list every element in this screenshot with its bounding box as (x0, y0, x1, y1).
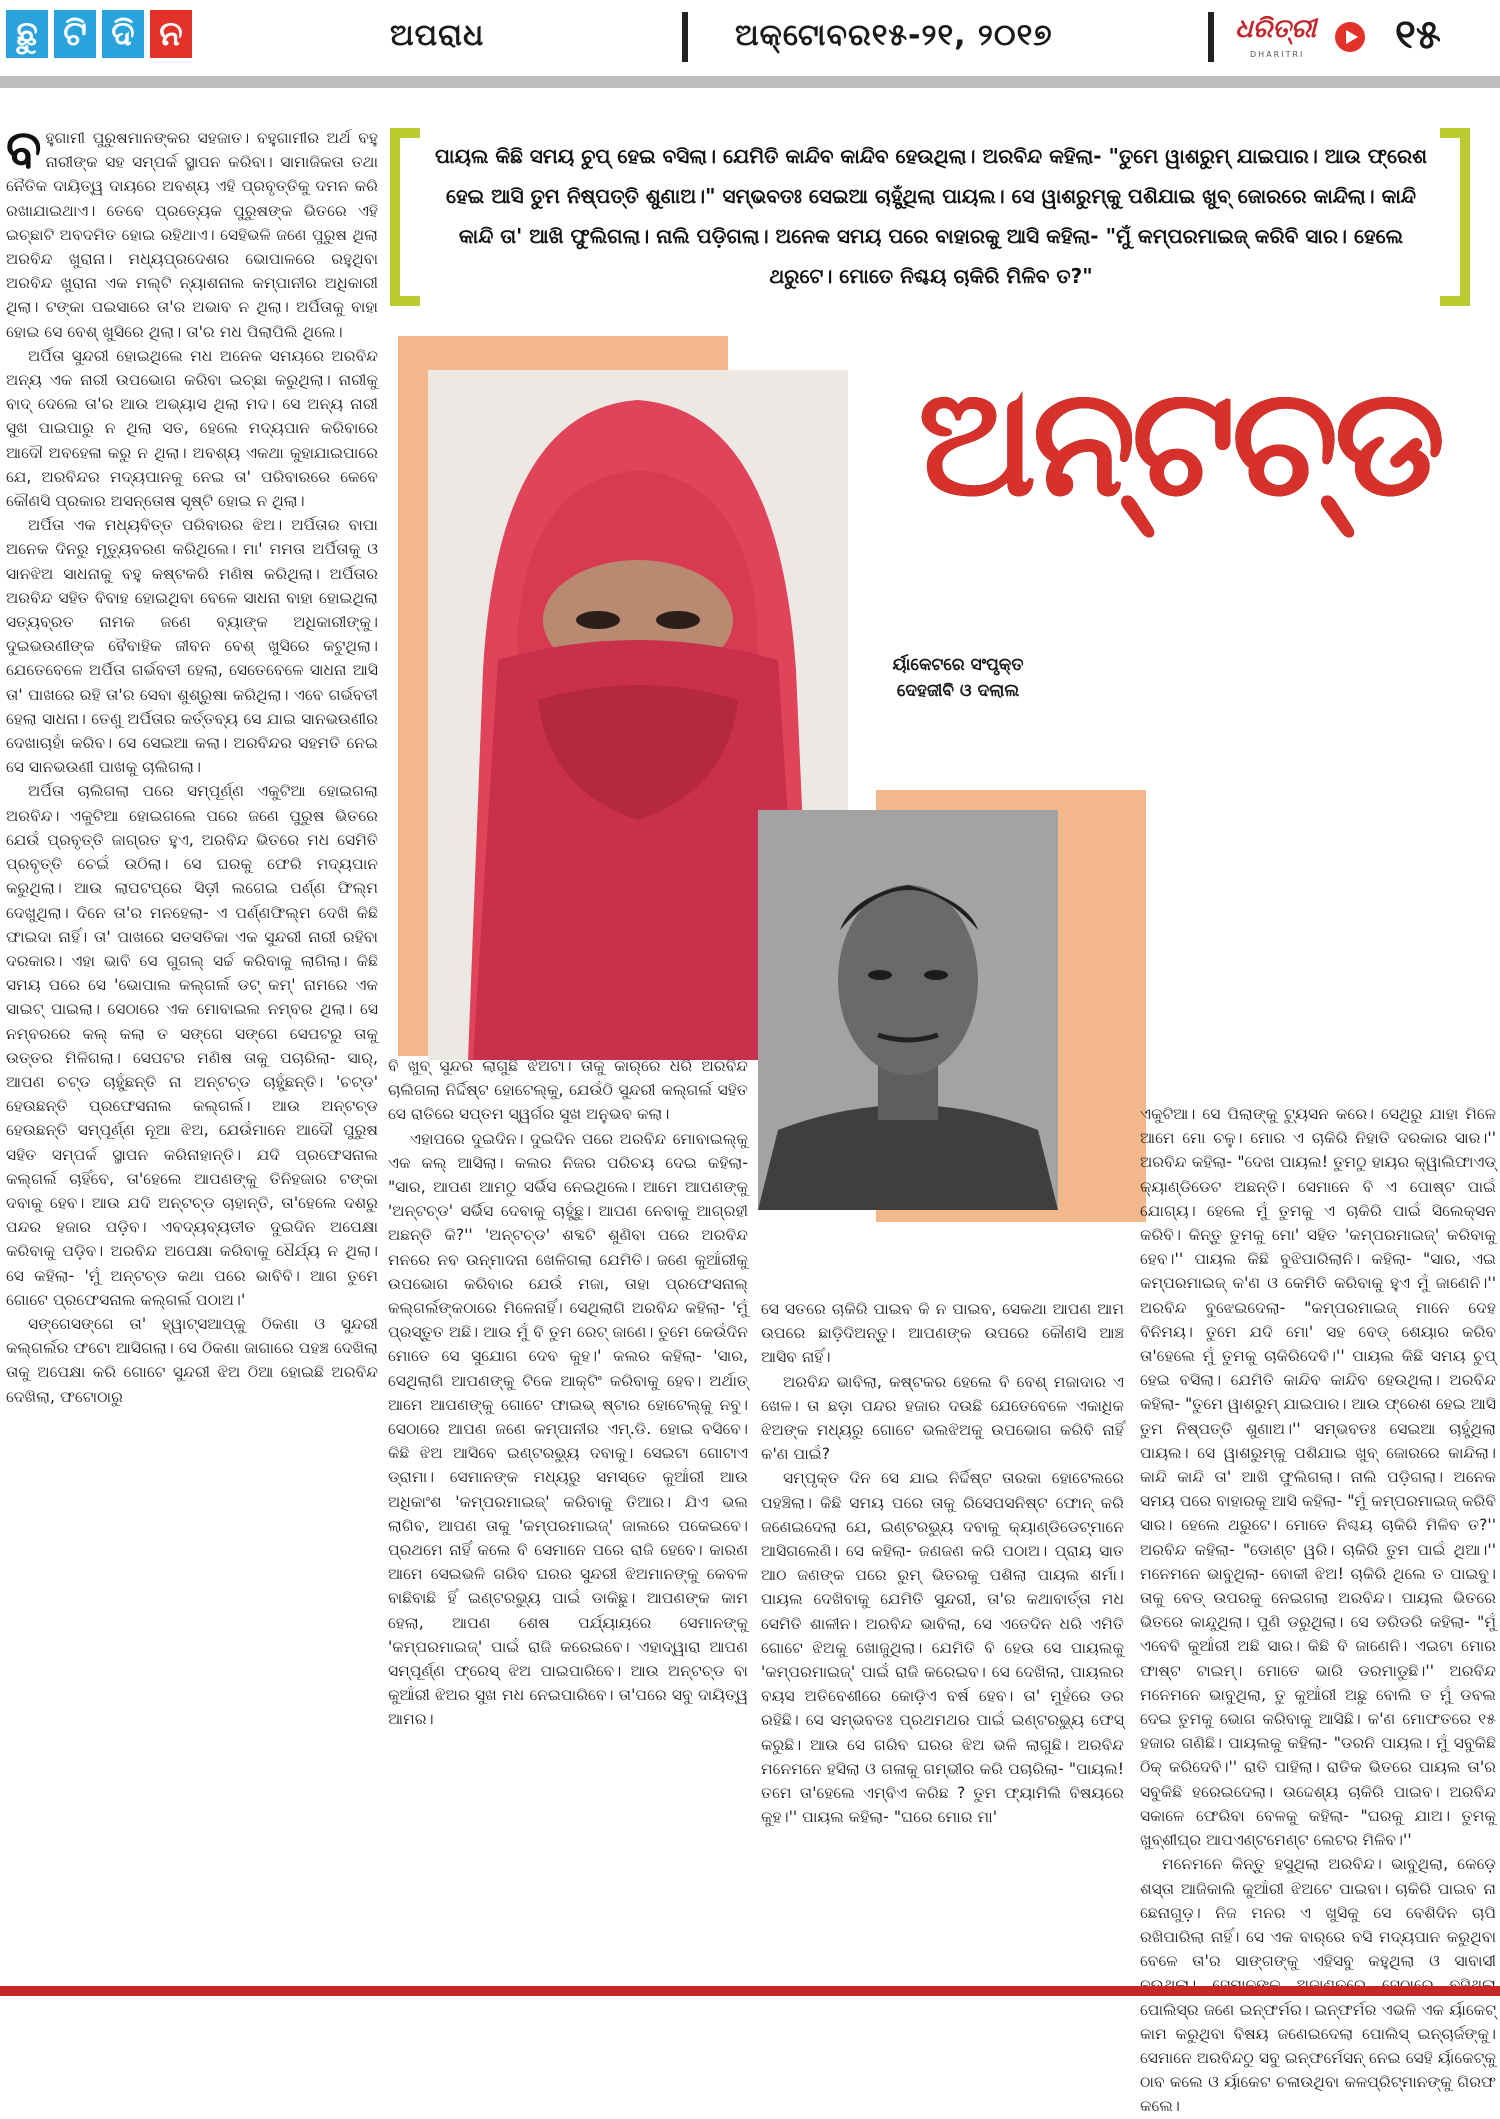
article-paragraph: ଅର୍ପିତା ଚାଲିଗଲା ପରେ ସମ୍ପୂର୍ଣ୍ଣ ଏକୁଟିଆ ହୋଇଗଲା ଅରବିନ୍ଦ। ଏକୁଟିଆ ହୋଇଗଲେ ପରେ ଜଣେ ପୁରୁଷ ଭିତରେ ଯେଉଁ ପ୍ରବୃତ୍ତି ଜାଗ୍ରତ ହୁଏ, ଅରବିନ୍ଦ ଭିତରେ ମଧ ସେମିତି ପ୍ରବୃତ୍ତି ଚେଇଁ ଉଠିଲା। ସେ ଘରକୁ ଫେରି ମଦ୍ୟପାନ କରୁଥିଲା। ଆଉ ଲାପଟପ୍‌ରେ ସିଡ଼ୀ ଲଗେଇ ପର୍ଣ୍ଣ ଫିଲ୍ମ ଦେଖୁଥିଲା। ଦିନେ ତା'ର ମନହେଲା- ଏ ପର୍ଣ୍ଣଫିଲ୍ମ ଦେଖି କିଛି ଫାଇଦା ନାହିଁ। ତା' ପାଖରେ ସତସତିକା ଏକ ସୁନ୍ଦରୀ ନାରୀ ରହିବା ଦରକାର। ଏହା ଭାବି ସେ ଗୁଗଲ୍ ସର୍ଚ୍ଚ କରିବାକୁ ଲାଗିଲା। କିଛି ସମୟ ପରେ ସେ 'ଭୋପାଲ କଲ୍‌ଗର୍ଲ ଡଟ୍ କମ୍' ନାମରେ ଏକ ସାଇଟ୍ ପାଇଲା। ସେଠାରେ ଏକ ମୋବାଇଲ ନମ୍ବର ଥିଲା। ସେ ନମ୍ବରରେ କଲ୍ କଲା ତ ସଙ୍ଗେ ସଙ୍ଗେ ସେପଟରୁ ତାକୁ ଉତ୍ତର ମିଳିଗଲା। ସେପଟର ମଣିଷ ତାକୁ ପଚାରିଲା- ସାର୍, ଆପଣ ଚଟ୍ଡ ଚାହୁଁଛନ୍ତି ନା ଅନ୍‌ଟଚ୍‌ଡ ଚାହୁଁଛନ୍ତି। 'ଚଟ୍ଡ' ହେଉଛନ୍ତି ପ୍ରଫେସନାଲ କଲ୍‌ଗର୍ଲ। ଆଉ ଅନ୍‌ଟଚ୍‌ଡ ହେଉଛନ୍ତି ସମ୍ପୂର୍ଣ୍ଣ ନୂଆ ଝିଅ, ଯେଉଁମାନେ ଆଦୌ ପୁରୁଷ ସହିତ ସମ୍ପର୍କ ସ୍ଥାପନ କରିନାହାନ୍ତି। ଯଦି ପ୍ରଫେସନାଲ କଲ୍‌ଗର୍ଲ ଚାହିଁବେ, ତା'ହେଲେ ଆପଣଙ୍କୁ ତିନିହଜାର ଟଙ୍କା ଦବାକୁ ହେବ। ଆଉ ଯଦି ଅନ୍‌ଟଚ୍‌ଡ ଚାହାନ୍ତି, ତା'ହେଲେ ଦଶରୁ ପନ୍ଦର ହଜାର ପଡ଼ିବ। ଏବଦ୍ୟବ୍ୟତୀତ ଦୁଇଦିନ ଅପେକ୍ଷା କରିବାକୁ ପଡ଼ିବ। ଅରବିନ୍ଦ ଅପେକ୍ଷା କରିବାକୁ ଧୈର୍ଯ୍ୟ ନ ଥିଲା। ସେ କହିଲା- 'ମୁଁ ଅନ୍‌ଟଚ୍‌ଡ କଥା ପରେ ଭାବିବି। ଆଗ ତୁମେ ଗୋଟେ ପ୍ରଫେସନାଲ କଲ୍‌ଗର୍ଲ ପଠାଅ।' (6, 782, 378, 1309)
play-icon (1335, 22, 1365, 52)
man-portrait-illustration (758, 810, 1058, 1210)
article-paragraph: ବହୁଗାମୀ ପୁରୁଷମାନଙ୍କର ସହଜାତ। ବହୁଗାମୀର ଅର୍ଥ ବହୁ ନାରୀଙ୍କ ସହ ସମ୍ପର୍କ ସ୍ଥାପନ କରିବା। ସାମାଜିକତା ତଥା ନୈତିକ ଦାୟିତ୍ୱ ଦାୟରେ ଅବଶ୍ୟ ଏହି ପ୍ରବୃତ୍ତିକୁ ଦମନ କରି ରଖାଯାଇଥାଏ। ତେବେ ପ୍ରତ୍ୟେକ ପୁରୁଷଙ୍କ ଭିତରେ ଏହି ଇଚ୍ଛାଟି ଅବଦମିତ ହୋଇ ରହିଥାଏ। ସେହିଭଳି ଜଣେ ପୁରୁଷ ଥିଲା ଅରବିନ୍ଦ ଖୁରାନା। ମଧ୍ୟପ୍ରଦେଶର ଭୋପାଳରେ ରହୁଥିବା ଅରବିନ୍ଦ ଖୁରାନା ଏକ ମଲ୍ଟି ନ୍ୟାଶନାଲ କମ୍ପାନୀର ଅଧିକାରୀ ଥିଲା। ଟଙ୍କା ପଇସାରେ ତା'ର ଅଭାବ ନ ଥିଲା। ଅର୍ପିତାକୁ ବାହା ହୋଇ ସେ ବେଶ୍ ଖୁସିରେ ଥିଲା। ତା'ର ମଧ ପିଲାପିଲି ଥିଲେ। (6, 120, 378, 341)
article-paragraph: ବି ଖୁବ୍ ସୁନ୍ଦର ଲାଗୁଛି ଝିଅଟା। ତାକୁ କାର୍‌ରେ ଧରି ଅରବିନ୍ଦ ଚାଲିଗଲା ନିର୍ଦ୍ଦିଷ୍ଟ ହୋଟେଲ୍‌କୁ, ଯେଉଁଠି ସୁନ୍ଦରୀ କଲ୍‌ଗର୍ଲ ସହିତ ସେ ରାତିରେ ସପ୍ତମ ସ୍ୱର୍ଗର ସୁଖ ଅନୁଭବ କଲା। (388, 1057, 748, 1124)
article-paragraph: ସଙ୍ଗେସଙ୍ଗେ ତା' ହ୍ୱାଟ୍ସଆପ୍‌କୁ ଠିକଣା ଓ ସୁନ୍ଦରୀ କଲ୍‌ଗର୍ଲର ଫଟୋ ଆସିଗଲା। ସେ ଠିକଣା ଜାଗାରେ ପହଞ୍ଚ ଦେଖିଲା ତାକୁ ଅପେକ୍ଷା କରି ଗୋଟେ ସୁନ୍ଦରୀ ଝିଅ ଠିଆ ହୋଇଛି ଅରବିନ୍ଦ ଦେଖିଲା, ଫଟୋଠାରୁ (6, 1314, 378, 1406)
quote-bracket-left (390, 128, 420, 306)
masthead-letter: ଟି (54, 10, 96, 58)
brand-logo: ଧରିତ୍ରୀ (1235, 14, 1317, 44)
article-paragraph: ଅରବିନ୍ଦ ଭାବିଲା, କଷ୍ଟକର ହେଲେ ବି ବେଶ୍ ମଜାଦାର ଏ ଖେଳ। ତା ଛଡ଼ା ପନ୍ଦର ହଜାର ଦଉଛି ଯେତେବେଳେ ଏକାଧିକ ଝିଅଙ୍କ ମଧ୍ୟରୁ ଗୋଟେ ଭଲଝିଅକୁ ଉପଭୋଗ କରିବି ନାହିଁ କ'ଣ ପାଇଁ? (761, 1372, 1124, 1464)
pull-quote: ପାୟଲ କିଛି ସମୟ ଚୁପ୍ ହେଇ ବସିଲା। ଯେମିତି କାନ୍ଦିବ କାନ୍ଦିବ ହେଉଥିଲା। ଅରବିନ୍ଦ କହିଲା- "ତୁମେ ୱାଶରୁମ୍ ଯାଇପାର। ଆଉ ଫ୍ରେଶ ହେଇ ଆସି ତୁମ ନିଷ୍ପତ୍ତି ଶୁଣାଅ।" ସମ୍ଭବତଃ ସେଇଆ ଚାହୁଁଥିଲା ପାୟଲ। ସେ ୱାଶରୁମ୍‌କୁ ପଶିଯାଇ ଖୁବ୍ ଜୋରରେ କାନ୍ଦିଲା। କାନ୍ଦି କାନ୍ଦି ତା' ଆଖି ଫୁଲିଗଲା। ନାଲି ପଡ଼ିଗଲା। ଅନେକ ସମୟ ପରେ ବାହାରକୁ ଆସି କହିଲା- "ମୁଁ କମ୍ପରମାଇଜ୍ କରିବି ସାର। ହେଲେ ଥରୁଟେ। ମୋତେ ନିଶ୍ଚୟ ଚାକିରି ମିଳିବ ତ?" (434, 144, 1428, 288)
quote-bracket-right (1440, 128, 1470, 306)
issue-date: ଅକ୍ଟୋବର୧୫-୨୧, ୨୦୧୭ (735, 18, 1053, 53)
masthead-letter: ଛୁ (6, 10, 48, 58)
article-paragraph: ସେ ସତରେ ଚାକିରି ପାଇବ କି ନ ପାଇବ, ସେକଥା ଆପଣ ଆମ ଉପରେ ଛାଡ଼ିଦିଅନ୍ତୁ। ଆପଣଙ୍କ ଉପରେ କୌଣସି ଆଞ୍ଚ ଆସିବ ନାହିଁ। (761, 1300, 1124, 1367)
article-column-4 (1140, 1102, 1496, 2119)
article-column-2 (388, 1054, 748, 1732)
article-paragraph: ମନେମନେ କିନ୍ତୁ ହସୁଥିଲା ଅରବିନ୍ଦ। ଭାବୁଥିଲା, କେଡ଼େ ଶସ୍ତା ଆଜିକାଲି କୁଆଁରୀ ଝିଅଟେ ପାଇବା। ଚାକିରି ପାଇବ ନା ଛେନାଗୁଡ଼। ନିଜ ମନର ଏ ଖୁସିକୁ ସେ ବେଶିଦିନ ଚାପି ରଖିପାରିଲା ନାହିଁ। ସେ ଏକ ବାର୍‌ରେ ବସି ମଦ୍ୟପାନ କରୁଥିବା ବେଳେ ତା'ର ସାଙ୍ଗଙ୍କୁ ଏହିସବୁ କହୁଥିଲା ଓ ସାବାସୀ ପୋଲିସ୍‌ର ଜଣେ ଇନ୍‌ଫର୍ମର। ଇନ୍‌ଫର୍ମର ଏଭଳି ଏକ ର୍ୟାକେଟ୍ କାମ କରୁଥିବା ବିଷୟ ଜଣେଇଦେଲା ପୋଲିସ୍ ଇନ୍‌ଚାର୍ଜଙ୍କୁ। ସେମାନେ ଅରବିନ୍ଦଠୁ ସବୁ ଇନ୍‌ଫର୍ମେସନ୍ ନେଇ ସେହି ର୍ୟାକେଟ୍‌କୁ ଠାବ କଲେ ଓ ର୍ୟାକେଟ ଚଳାଉଥିବା କଳପ୍ରିଟ୍‌ମାନଙ୍କୁ ଗିରଫ କଲେ। (1140, 1855, 1496, 2116)
section-title: ଅପରାଧ (390, 18, 485, 53)
article-paragraph: ଏକୁଟିଆ। ସେ ପିଲାଙ୍କୁ ଟ୍ୟୁସନ କରେ। ସେଥିରୁ ଯାହା ମିଳେ ଆମେ ମୋ ଚଳୁ। ମୋର ଏ ଚାକିରି ନିହାତି ଦରକାର ସାର।'' ଅରବିନ୍ଦ କହିଲା- "ଦେଖ ପାୟଲ! ତୁମଠୁ ହାୟର କ୍ୱାଲିଫାଏଡ୍ କ୍ୟାଣ୍ଡିଡେଟ ଅଛନ୍ତି। ସେମାନେ ବି ଏ ପୋଷ୍ଟ ପାଇଁ ଯୋଗ୍ୟ। ହେଲେ ମୁଁ ତୁମକୁ ଏ ଚାକିରି ପାଇଁ ସିଲେକ୍ସନ କରିବି। କିନ୍ତୁ ତୁମକୁ ମୋ' ସହିତ 'କମ୍ପରମାଇଜ୍' କରିବାକୁ ହେବ।'' ପାୟଲ କିଛି ବୁଝିପାରିଲାନି। କହିଲା- "ସାର, ଏଇ କମ୍ପରମାଇଜ୍ କ'ଣ ଓ କେମିତି କରିବାକୁ ହୁଏ ମୁଁ ଜାଣେନି।'' ଅରବିନ୍ଦ ବୁଝେଇଦେଲା- "କମ୍ପରମାଇଜ୍ ମାନେ ଦେହ ବିନିମୟ। ତୁମେ ଯଦି ମୋ' ସହ ବେଡ୍ ଶେୟାର କରିବ ତା'ହେଲେ ମୁଁ ତୁମକୁ ଚାକିରିଦେବି।'' ପାୟଲ କିଛି ସମୟ ଚୁପ୍ ହେଇ ବସିଲା। ଯେମିତି କାନ୍ଦିବ କାନ୍ଦିବ ହେଉଥିଲା। ଅରବିନ୍ଦ କହିଲା- "ତୁମେ ୱାଶରୁମ୍ ଯାଇପାର। ଆଉ ଫ୍ରେଶ ହେଇ ଆସି ତୁମ ନିଷ୍ପତ୍ତି ଶୁଣାଅ।'' ସମ୍ଭବତଃ ସେଇଆ ଚାହୁଁଥିଲା ପାୟଲ। ସେ ୱାଶରୁମ୍‌କୁ ପଶିଯାଇ ଖୁବ୍ ଜୋରରେ କାନ୍ଦିଲା। କାନ୍ଦି କାନ୍ଦି ତା' ଆଖି ଫୁଲିଗଲା। ନାଲି ପଡ଼ିଗଲା। ଅନେକ ସମୟ ପରେ ବାହାରକୁ ଆସି କହିଲା- "ମୁଁ କମ୍ପରମାଇଜ୍ କରିବି ସାର। ହେଲେ ଥରୁଟେ। ମୋତେ ନିଶ୍ଚୟ ଚାକିରି ମିଳିବ ତ?'' ଅରବିନ୍ଦ କହିଲା- "ଡୋଣ୍ଟ ୱରି। ଚାକିରି ତୁମ ପାଇଁ ଥିଆ।'' ମନେମନେ ଭାବୁଥିଲା- ବୋକୀ ଝିଅ! ଚାକିରି ଥିଲେ ତ ପାଇବୁ। ତାକୁ ବେଡ୍ ଉପରକୁ ନେଇଗଲା ଅରବିନ୍ଦ। ପାୟଲ ଭିତରେ ଭିତରେ କାନ୍ଦୁଥିଲା। ପୁଣି ଡରୁଥିଲା। ସେ ଡରିଡରି କହିଲା- "ମୁଁ ଏବେବି କୁଆଁରୀ ଅଛି ସାର। କିଛି ବି ଜାଣେନି। ଏଇଟା ମୋର ଫାଷ୍ଟ ଟାଇମ୍। ମୋତେ ଭାରି ଡରମାଡୁଛି।'' ଅରବିନ୍ଦ ମନେମନେ ଭାବୁଥିଲା, ତୁ କୁଆଁରୀ ଅଛୁ ବୋଲି ତ ମୁଁ ଡବଲ ଦେଇ ତୁମକୁ ଭୋଗ କରିବାକୁ ଆସିଛି। କ'ଣ ମୋଫତରେ ୧୫ ହଜାର ଗଣିଛି। ପାୟଲକୁ କହିଲା- "ଡରନି ପାୟଲ। ମୁଁ ସବୁକିଛି ଠିକ୍ କରିଦେବି।'' ରାତି ପାହିଲା। ରାତିକ ଭିତରେ ପାୟଲ ତା'ର ସବୁକିଛି ହରେଇଦେଲା। ଉଦ୍ଦେଶ୍ୟ ଚାକିରି ପାଇବ। ଅରବିନ୍ଦ ସକାଳେ ଫେରିବା ବେଳକୁ କହିଲା- "ଘରକୁ ଯାଅ। ତୁମକୁ ଖୁବ୍‌ଶୀଘ୍ର ଆପଏଣ୍ଟମେଣ୍ଟ ଲେଟର ମିଳିବ।'' (1140, 1105, 1496, 1850)
header-rule (0, 76, 1500, 88)
photo-caption: ର୍ୟାକେଟରେ ସଂପୃକ୍ତ ଦେହଜୀବି ଓ ଦଲାଲ (892, 655, 1024, 701)
page-number: ୧୫ (1395, 12, 1441, 58)
article-column-3 (761, 1297, 1124, 1829)
pull-quote-box (390, 128, 1470, 306)
masthead-letter: ନ (150, 10, 192, 58)
drop-cap: ବ (6, 120, 42, 180)
photo-man (758, 810, 1058, 1210)
article-paragraph: ସମ୍ପୃକ୍ତ ଦିନ ସେ ଯାଇ ନିର୍ଦ୍ଦିଷ୍ଟ ତାରକା ହୋଟେଲରେ ପହଞ୍ଚିଲା। କିଛି ସମୟ ପରେ ତାକୁ ରିସେପସନିଷ୍ଟ ଫୋନ୍ କରି ଜଣେଇଦେଲା ଯେ, ଇଣ୍ଟରଭ୍ୟୁ ଦବାକୁ କ୍ୟାଣ୍ଡିଡେଟ୍‌ମାନେ ଆସିଗଲେଣି। ସେ କହିଲା- ଜଣଜଣ କରି ପଠାଅ। ପ୍ରାୟ ସାତ ଆଠ ଜଣଙ୍କ ପରେ ରୁମ୍ ଭିତରକୁ ପଶିଲା ପାୟଲ ଶର୍ମା। ପାୟଲ ଦେଖିବାକୁ ଯେମିତି ସୁନ୍ଦରୀ, ତା'ର କଥାବାର୍ତ୍ତା ମଧ ସେମିତି ଶାଳୀନ। ଅରବିନ୍ଦ ଭାବିଲା, ସେ ଏତେଦିନ ଧରି ଏମିତି ଗୋଟେ ଝିଅକୁ ଖୋଜୁଥିଲା। ଯେମିତି ବି ହେଉ ସେ ପାୟଲକୁ 'କମ୍ପରମାଇଜ୍' ପାଇଁ ରାଜି କରେଇବ। ସେ ଦେଖିଲା, ପାୟଲର ବୟସ ଅତିବେଶୀରେ କୋଡ଼ିଏ ବର୍ଷ ହେବ। ତା' ମୁହଁରେ ଡର ରହିଛି। ସେ ସମ୍ଭବତଃ ପ୍ରଥମଥର ପାଇଁ ଇଣ୍ଟରଭ୍ୟୁ ଫେସ୍ କରୁଛି। ଆଉ ସେ ଗରିବ ଘରର ଝିଅ ଭଳି ଲାଗୁଛି। ଅରବିନ୍ଦ ମନେମନେ ହସିଲା ଓ ଗଳାକୁ ଗମ୍ଭୀର କରି ପଚାରିଲା- "ପାୟଲ! ତମେ ତା'ହେଲେ ଏମ୍‌ବିଏ କରିଛ ? ତୁମ ଫ୍ୟାମିଲି ବିଷୟରେ କୁହ।'' ପାୟଲ କହିଲା- "ଘରେ ମୋର ମା' (761, 1469, 1124, 1827)
article-column-1 (6, 120, 378, 1409)
article-paragraph: ଅର୍ପିତା ଏକ ମଧ୍ୟବିତ୍ତ ପରିବାରର ଝିଅ। ଅର୍ପିତାର ବାପା ଅନେକ ଦିନରୁ ମୃତ୍ୟୁବରଣ କରିଥିଲେ। ମା' ମମତା ଅର୍ପିତାକୁ ଓ ସାନଝିଅ ସାଧନାକୁ ବହୁ କଷ୍ଟକରି ମଣିଷ କରିଥିଲା। ଅର୍ପିତାର ଅରବିନ୍ଦ ସହିତ ବିବାହ ହୋଇଥିବା ବେଳେ ସାଧନା ବାହା ହୋଇଥିଲା ସତ୍ୟବ୍ରତ ନାମକ ଜଣେ ବ୍ୟାଙ୍କ ଅଧିକାରୀଙ୍କୁ। ଦୁଇଭଉଣୀଙ୍କ ବୈବାହିକ ଜୀବନ ବେଶ୍ ଖୁସିରେ କଟୁଥିଲା। ଯେତେବେଳେ ଅର୍ପିତା ଗର୍ଭବତୀ ହେଲା, ସେତେବେଳେ ସାଧନା ଆସି ତା' ପାଖରେ ରହି ତା'ର ସେବା ଶୁଶ୍ରୁଷା କରିଥିଲା। ଏବେ ଗର୍ଭବତୀ ହେଲା ସାଧନା। ତେଣୁ ଅର୍ପିତାର କର୍ତ୍ତବ୍ୟ ସେ ଯାଇ ସାନଭଉଣୀର ଦେଖାଚାହାଁ କରିବ। ସେ ସେଇଆ କଲା। ଅରବିନ୍ଦର ସହମତି ନେଇ ସେ ସାନଭଉଣୀ ପାଖକୁ ଚାଲିଗଲା। (6, 516, 378, 777)
footer-rule (0, 1986, 1500, 1996)
brand-logo-sub: DHARITRI (1250, 50, 1305, 59)
headline: ଅନ୍‌ଟଚ୍‌ଡ (918, 356, 1442, 530)
article-paragraph: ଅର୍ପିତା ସୁନ୍ଦରୀ ହୋଇଥିଲେ ମଧ ଅନେକ ସମୟରେ ଅରବିନ୍ଦ ଅନ୍ୟ ଏକ ନାରୀ ଉପଭୋଗ କରିବା ଇଚ୍ଛା କରୁଥିଲା। ନାରୀକୁ ବାଦ୍ ଦେଲେ ତା'ର ଆଉ ଅଭ୍ୟାସ ଥିଲା ମଦ। ସେ ଅନ୍ୟ ନାରୀ ସୁଖ ପାଇପାରୁ ନ ଥିଲା ସତ, ହେଲେ ମଦ୍ୟପାନ କରିବାରେ ଆଦୌ ଅବହେଳା କରୁ ନ ଥିଲା। ଅବଶ୍ୟ ଏକଥା କୁହାଯାଇପାରେ ଯେ, ଅରବିନ୍ଦର ମଦ୍ୟପାନକୁ ନେଇ ତା' ପରିବାରରେ କେବେ କୌଣସି ପ୍ରକାର ଅସନ୍ତୋଷ ସୃଷ୍ଟି ହୋଇ ନ ଥିଲା। (6, 346, 378, 511)
divider (682, 12, 688, 62)
masthead-letter: ଦି (102, 10, 144, 58)
article-paragraph: ଏହାପରେ ଦୁଇଦିନ। ଦୁଇଦିନ ପରେ ଅରବିନ୍ଦ ମୋବାଇଲ୍‌କୁ ଏକ କଲ୍ ଆସିଲା। କଲର ନିଜର ପରିଚୟ ଦେଇ କହିଲା- "ସାର, ଆପଣ ଆମଠୁ ସର୍ଭିସ ନେଇଥିଲେ। ଆମେ ଆପଣଙ୍କୁ 'ଅନ୍‌ଟଚ୍‌ଡ' ସର୍ଭିସ ଦେବାକୁ ଚାହୁଁଛୁ। ଆପଣ ନେବାକୁ ଆଗ୍ରହୀ ଅଛନ୍ତି କି?'' 'ଅନ୍‌ଟଚ୍‌ଡ' ଶବ୍ଦଟି ଶୁଣିବା ପରେ ଅରବିନ୍ଦ ମନରେ ନବ ଉନ୍ମାଦନା ଖେଳିଗଲା ଯେମିତି। ଜଣେ କୁଆଁରୀକୁ ଉପଭୋଗ କରିବାର ଯେଉଁ ମଜା, ତାହା ପ୍ରଫେସନାଲ୍ କଲ୍‌ଗର୍ଲଙ୍କଠାରେ ମିଳେନାହିଁ। ସେଥିଲାଗି ଅରବିନ୍ଦ କହିଲା- 'ମୁଁ ପ୍ରସ୍ତୁତ ଅଛି। ଆଉ ମୁଁ ବି ତୁମ ରେଟ୍ ଜାଣେ। ତୁମେ କେଉଁଦିନ ମୋତେ ସେ ସୁଯୋଗ ଦେବ କୁହ।' କଲର କହିଲା- 'ସାର, ସେଥିଲାଗି ଆପଣଙ୍କୁ ଟିକେ ଆକ୍ଟିଂ କରିବାକୁ ହେବ। ଅର୍ଥାତ୍ ଆମେ ଆପଣଙ୍କୁ ଗୋଟେ ଫାଇଭ୍ ଷ୍ଟାର ହୋଟେଲ୍‌କୁ ନବୁ। ସେଠାରେ ଆପଣ ଜଣେ କମ୍ପାନୀର ଏମ୍.ଡି. ହୋଇ ବସିବେ। କିଛି ଝିଅ ଆସିବେ ଇଣ୍ଟରଭ୍ୟୁ ଦବାକୁ। ସେଇଟା ଗୋଟାଏ ଡ୍ରାମା। ସେମାନଙ୍କ ମଧ୍ୟରୁ ସମସ୍ତେ କୁଆଁରୀ ଆଉ ଅଧିକାଂଶ 'କମ୍ପରମାଇଜ୍' କରିବାକୁ ତିଆର। ଯିଏ ଭଲ ଲାଗିବ, ଆପଣ ତାକୁ 'କମ୍ପରମାଇଜ୍' ଜାଲରେ ପକେଇବେ। ପ୍ରଥମେ ନାହିଁ କଲେ ବି ସେମାନେ ପରେ ରାଜି ହେବେ। କାରଣ ଆମେ ସେଇଭଳି ଗରିବ ଘରର ସୁନ୍ଦରୀ ଝିଅମାନଙ୍କୁ କେବଳ ବାଛିବାଛି ହିଁ ଇଣ୍ଟରଭ୍ୟୁ ପାଇଁ ଡାକିଛୁ। ଆପଣଙ୍କ କାମ ହେଲା, ଆପଣ ଶେଷ ପର୍ଯ୍ୟାୟରେ ସେମାନଙ୍କୁ 'କମ୍ପରମାଇଜ୍' ପାଇଁ ରାଜି କରେଇବେ। ଏହାଦ୍ୱାରା ଆପଣ ସମ୍ପୂର୍ଣ୍ଣ ଫ୍ରେସ୍ ଝିଅ ପାଇପାରିବେ। ଆଉ ଅନ୍‌ଟଚ୍‌ଡ ବା କୁଆଁରୀ ଝିଅର ସୁଖ ମଧ ନେଇପାରିବେ। ତା'ପରେ ସବୁ ଦାୟିତ୍ୱ ଆମର। (388, 1129, 748, 1729)
divider (1208, 12, 1214, 62)
